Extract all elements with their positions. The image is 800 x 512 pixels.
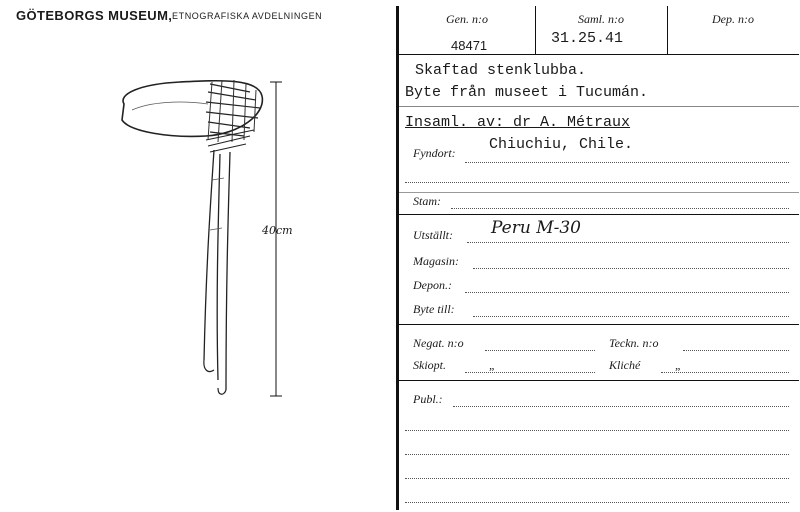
skiopt-ditto: „	[489, 358, 496, 372]
depon-label: Depon.:	[413, 278, 452, 292]
catalogue-card	[396, 6, 799, 510]
byte-till-label: Byte till:	[413, 302, 455, 316]
kliche-label: Kliché	[609, 358, 641, 372]
stam-label: Stam:	[413, 194, 441, 208]
gen-no-label: Gen. n:o	[446, 12, 488, 26]
teckn-label: Teckn. n:o	[609, 336, 659, 350]
magasin-label: Magasin:	[413, 254, 459, 268]
publ-label: Publ.:	[413, 392, 443, 406]
negat-label: Negat. n:o	[413, 336, 464, 350]
skiopt-label: Skiopt.	[413, 358, 446, 372]
utstallt-label: Utställt:	[413, 228, 454, 242]
measurement-label: 40cm	[262, 224, 293, 237]
collector-line: Insaml. av: dr A. Métraux	[405, 114, 631, 131]
exchange-note: Byte från museet i Tucumán.	[405, 84, 649, 101]
saml-no-label: Saml. n:o	[578, 12, 624, 26]
kliche-ditto: „	[675, 358, 682, 372]
fyndort-value: Chiuchiu, Chile.	[489, 136, 634, 153]
fyndort-label: Fyndort:	[413, 146, 456, 160]
object-description: Skaftad stenklubba.	[415, 62, 587, 79]
department-name: ETNOGRAFISKA AVDELNINGEN	[172, 11, 323, 21]
gen-no-value: 48471	[451, 38, 488, 53]
museum-name: GÖTEBORGS MUSEUM,	[16, 8, 173, 23]
utstallt-value: Peru M-30	[491, 218, 581, 238]
dep-no-label: Dep. n:o	[712, 12, 754, 26]
stone-club-drawing	[110, 70, 290, 410]
saml-no-value: 31.25.41	[551, 30, 624, 47]
